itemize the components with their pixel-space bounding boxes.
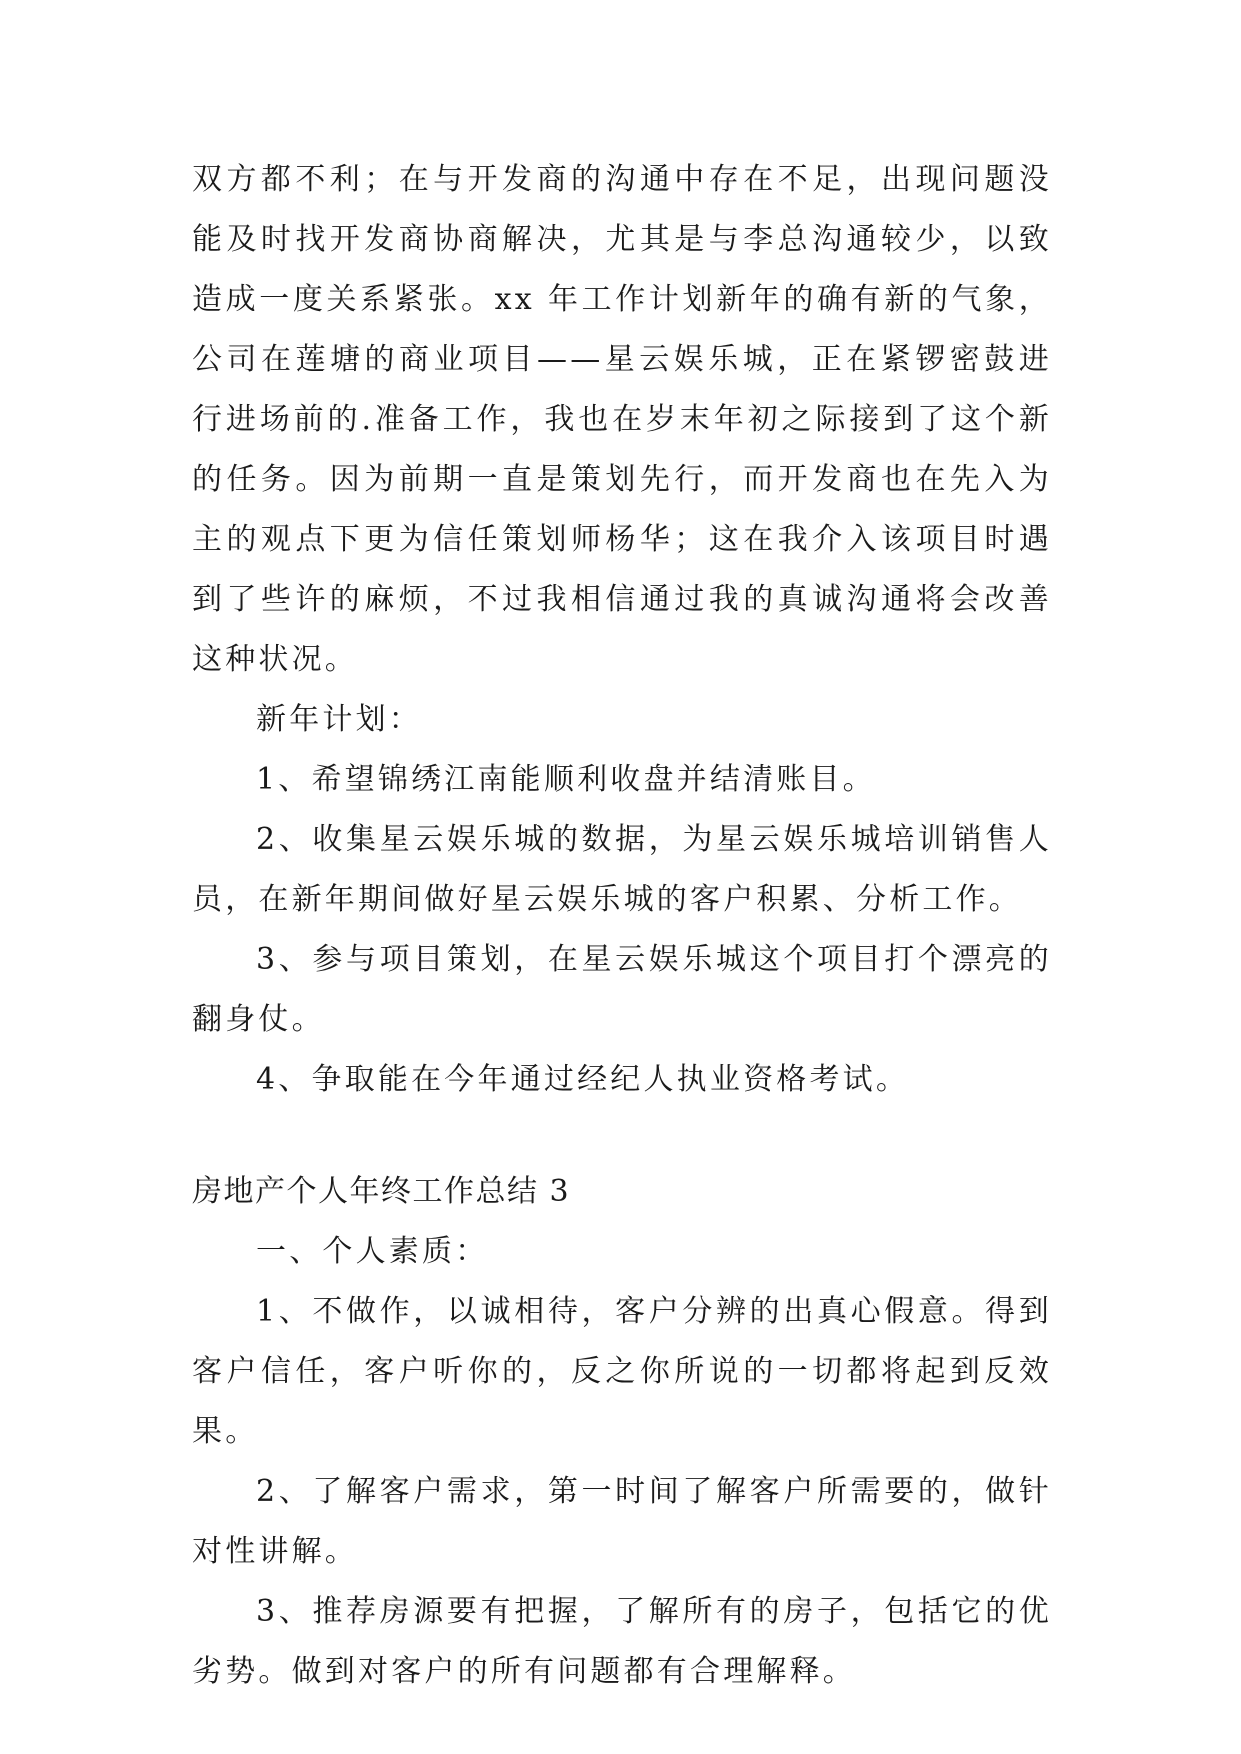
plan-heading: 新年计划： [256,702,422,737]
plan-item-1: 1、希望锦绣江南能顺利收盘并结清账目。 [256,762,876,797]
quality-item-2: 2、了解客户需求，第一时间了解客户所需要的，做针对性讲解。 [192,1474,1052,1569]
plan-item-3: 3、参与项目策划，在星云娱乐城这个项目打个漂亮的翻身仗。 [192,942,1052,1037]
body-paragraph: 双方都不利；在与开发商的沟通中存在不足，出现问题没能及时找开发商协商解决，尤其是与李总沟通较少，以致造成一度关系紧张。xx 年工作计划新年的确有新的气象，公司在莲塘的商业项目——星云娱乐城，正在紧锣密鼓进行进场前的.准备工作，我也在岁末年初之际接到了这个新的任务。因为前期一直是策划先行，而开发商也在先入为主的观点下更为信任策划师杨华；这在我介入该项目时遇到了些许的麻烦，不过我相信通过我的真诚沟通将会改善这种状况。 [192,162,1052,677]
document-page [192,150,1052,1702]
section-spacer [192,1110,1052,1162]
quality-item-3: 3、推荐房源要有把握，了解所有的房子，包括它的优劣势。做到对客户的所有问题都有合理解释。 [192,1594,1052,1689]
plan-item-2: 2、收集星云娱乐城的数据，为星云娱乐城培训销售人员，在新年期间做好星云娱乐城的客户积累、分析工作。 [192,822,1052,917]
plan-item-4: 4、争取能在今年通过经纪人执业资格考试。 [256,1062,910,1097]
quality-heading: 一、个人素质： [256,1234,489,1269]
quality-item-1: 1、不做作，以诚相待，客户分辨的出真心假意。得到客户信任，客户听你的，反之你所说的一切都将起到反效果。 [192,1294,1052,1449]
section-title: 房地产个人年终工作总结 3 [192,1174,571,1209]
